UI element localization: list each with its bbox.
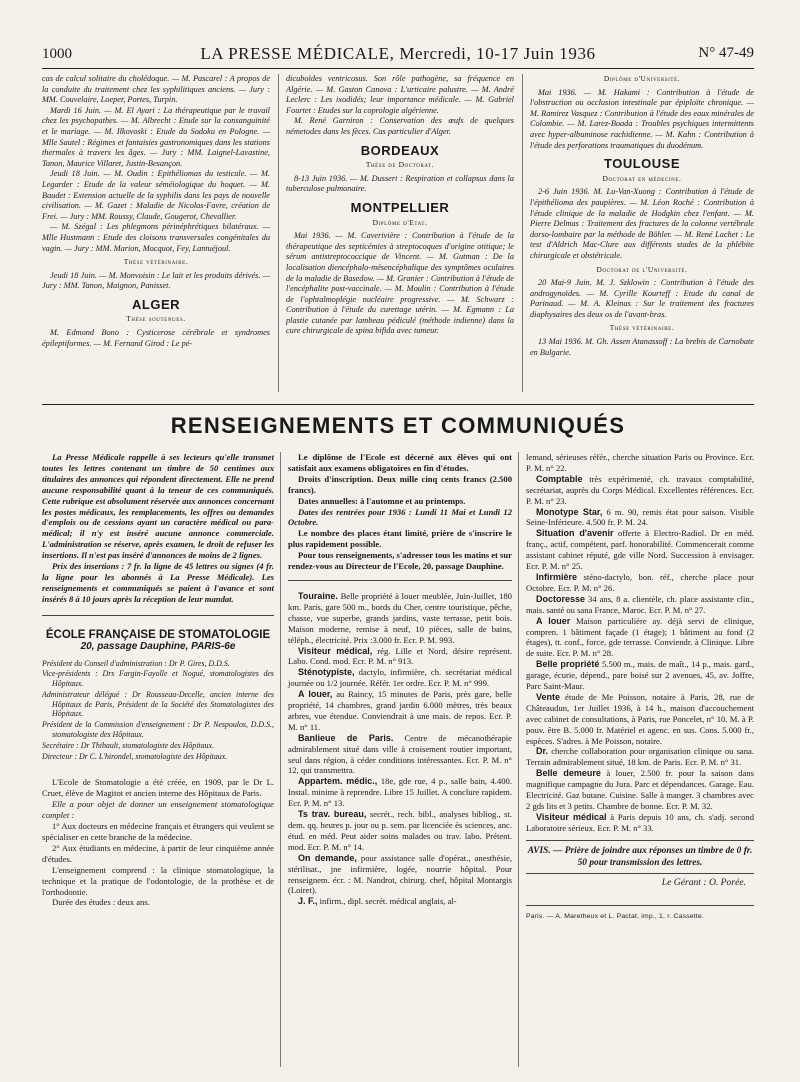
classified-ad — [526, 616, 754, 660]
city-heading-alger: ALGER — [132, 296, 180, 312]
ad-keyword: A louer — [536, 615, 571, 626]
classified-ad — [526, 507, 754, 529]
school-title: ÉCOLE FRANÇAISE DE STOMATOLOGIE — [45, 628, 271, 641]
middle-column — [288, 452, 512, 907]
divider — [526, 905, 754, 906]
subheading: Doctorat en médecine. — [602, 173, 682, 183]
ad-text: secrét., rech. bibl., analyses bibliog., st. dem. qq. heures p. jour ou p. sem. par licenciée ès sciences, anc. étud. en méd. Peut aider soins malades ou trav. labo. Prétent. mod. Ecr. P. M. n° 14. — [288, 809, 513, 852]
classified-ad — [288, 896, 512, 907]
classified-ads-list — [288, 591, 512, 907]
ad-text: Maison particulière ay. déjà servi de clinique, compren. 1 bâtiment façade (1 étage); 1 bâtiment au fond (2 étages), tt. conf., force, gde terrasse. Conviendr. à Clinique. Libre de suite. Ecr. P. M. n° 28. — [526, 615, 755, 659]
paragraph: Jeudi 18 Juin. — M. Oudin : Epithéliomas du testicule. — M. Legarder : Etude de la valeur séméiologique du hoquet. — M. Baudet : Extension actuelle de la syphilis dans les pays de nouvelle civilisation. — M. Gazet : Maladie de Nicolas-Favre, création de Frei. — Jury : MM. Roussy, Claude, Gougerot, Chevallier. — [42, 169, 270, 221]
column-rule — [522, 74, 523, 392]
staff-entry: Secrétaire : Dr Thibault, stomatologiste des Hôpitaux. — [42, 740, 214, 750]
staff-entry: Président du Conseil d'administration : Dr P. Gires, D.D.S. — [42, 658, 230, 668]
classified-ad — [526, 528, 754, 572]
ad-keyword: A louer, — [298, 689, 333, 700]
ad-keyword: Touraine. — [298, 590, 338, 601]
divider — [288, 580, 512, 581]
classified-ad — [526, 594, 754, 616]
classified-ad — [526, 659, 754, 692]
top-column-3 — [530, 74, 754, 358]
subheading: Thèse vétérinaire. — [123, 257, 189, 267]
subheading: Thèse de Doctorat. — [365, 160, 435, 170]
ad-text: rég. Lille et Nord, désire représent. Labo. Cond. mod. Ecr. P. M. n° 913. — [288, 645, 513, 667]
insertion-prices: Prix des insertions : 7 fr. la ligne de 45 lettres ou signes (4 fr. la ligne pour les abonnés à La Presse Médicale). Les renseignements et communiqués se paient à l'avance et sont insérés 8 à 10 jours après la réception de leur mandat. — [42, 561, 274, 604]
classified-ad — [526, 572, 754, 594]
ad-keyword: Infirmière — [536, 571, 578, 582]
paragraph: Elle a pour objet de donner un enseignement stomatologique complet : — [42, 799, 274, 821]
ad-keyword: Situation d'avenir — [536, 528, 614, 539]
classified-ad — [288, 689, 512, 733]
page-number: 1000 — [42, 46, 72, 62]
paragraph: cas de calcul solitaire du cholédoque. — M. Pascarel : A propos de la conduite du traitement chez les syphilitiques anciens. — Jury : MM. Couvelaire, Loeper, Portes, Turpin. — [42, 74, 270, 105]
divider — [526, 840, 754, 841]
column-rule — [518, 452, 519, 1067]
ad-text: infirm., dipl. secrét. médical anglais, al- — [319, 896, 457, 907]
ad-text: étude de Me Poisson, notaire à Paris, 28, rue de Châteaudun, 1er Juillet 1936, à 14 h., maison d'accouchement avec cabinet de consultations, à Paris, rue Poncelet, n° 10. M. à P. pouv. être B. 5.000 fr. Matériel et agenc. en sus. Cons. 5.000 fr., espèces. S'adres. à Me Poisson, notaire. — [526, 691, 754, 746]
section-title: RENSEIGNEMENTS ET COMMUNIQUÉS — [170, 413, 626, 438]
ad-text: très expérimenté, ch. travaux comptabilité, secrétariat, auprès du Corps Médical. Excellentes références. Ecr. P. M. n° 23. — [526, 473, 754, 506]
issue-number: N° 47-49 — [698, 45, 754, 61]
notices-column — [42, 452, 274, 908]
ad-keyword: Vente — [536, 691, 561, 702]
paragraph: 8-13 Juin 1936. — M. Dussert : Respiration et collapsus dans la tuberculose pulmonaire. — [286, 173, 514, 194]
ad-keyword: Doctoresse — [536, 593, 586, 604]
page-header — [42, 44, 754, 69]
ad-text: à louer, 2.500 fr. pour la saison dans magnifique campagne du Jura. Parc et dépendances. Garage. Eau. Electricité. Gaz butane. Cuisine. Salle à manger. 3 chambres avec 2 gds lits et 3 petits. Chambre de bonne. Ecr. P. M. 32. — [526, 768, 754, 811]
staff-entry: Président de la Commission d'enseignement : Dr P. Nespoulos, D.D.S., stomatologiste des Hôpitaux. — [42, 720, 274, 740]
ad-text: 6 m. 90, remis état pour saison. Visible Seine-Inférieure. 4.500 fr. P. M. 24. — [526, 506, 755, 528]
paragraph: 13 Mai 1936. M. Gh. Assen Atanassoff : La brebis de Carnobate en Bulgarie. — [530, 337, 754, 357]
classified-ad — [526, 746, 754, 768]
ad-text: Centre de mécanothérapie admirablement situé dans ville à croisement routier important, seul dans région, à céder conditions intéressantes. Ecr. P. M. n° 12, qui transmettra. — [288, 732, 512, 776]
ad-text: pour assistance salle d'opérat., anesthésie, stérilisat., jne infirmière, logée, nourrie hôpital. Pour renseignem. écr. : M. Nandrot, chirurg. chef, hôpital Montargis (Loiret). — [288, 852, 512, 896]
paragraph: L'enseignement comprend : la clinique stomatologique, la technique et la pratique de l'odontologie, de la prothèse et de l'orthodontie. — [42, 864, 274, 897]
ad-keyword: Sténotypiste, — [298, 667, 355, 678]
ad-text: sténo-dactylo, bon. réf., cherche place pour Octobre. Ecr. P. M. n° 26. — [526, 571, 754, 593]
ad-text: 34 ans, 8 a. clientèle, ch. place assistante clin., mais. santé ou sana France, Maroc. Ecr. P. M. n° 27. — [526, 593, 755, 615]
ad-text: Belle propriété à louer meublée, Juin-Juillet, 180 km. Paris, gare 500 m., bords du Cher, centre touristique, pêche, chasse, vue superbe, grands jardins, vaste terrasse, petit bois. Maison moderne, remise à neuf, 10 pièces, salle de bains, téléph., électricité. Prix :3.000 fr. Ecr. P. M. 993. — [288, 590, 512, 645]
paragraph: Mai 1936. — M. Caverivière : Contribution à l'étude de la thérapeutique des septicémies à streptocoques d'origine otitique; le sérum antistreptococcique de Vincent. — M. Gutman : De la localisation diencéphalo-mésencéphalique des symptômes oculaires de la maladie de Basedow. — M. Granier : Contribution à l'étude de l'encéphalite post-vaccinale. — M. Moulin : Contribution à l'étude de l'ophtalmoplégie nucléaire progressive. — M. Schwarz : Contribution à l'étude du curettage utérin. — M. Egmann : La plastie cutanée par lambeau pédiculé (méthode indienne) dans la cure chirurgicale de spina bifida avec tumeur. — [286, 231, 514, 336]
ad-text: offerte à Electro-Radiol. Dr en méd. franç., actif, compétent, parf. honorabilité. Commencerait comme assistant cabinet réputé, gde ville Nord. Succession à envisager. Ecr. P. M. n° 25. — [526, 528, 754, 572]
classified-ad — [526, 452, 754, 474]
city-heading-toulouse: TOULOUSE — [604, 156, 680, 172]
paragraph: 1° Aux docteurs en médecine français et étrangers qui veulent se spécialiser en cette branche de la médecine. — [42, 821, 275, 842]
staff-entry: Vice-présidents : Drs Fargin-Fayolle et Nogué, stomatologistes des Hôpitaux. — [42, 669, 274, 689]
classified-ad — [288, 591, 512, 646]
top-column-2 — [286, 74, 514, 337]
paragraph: — M. Szégal : Les phlegmons périnéphrétiques bilatéraux. — Mlle Hustmann : Etude des cloisons transversales congénitales du vagin. — Jury : MM. Marion, Mocquot, Fey, Lantuéjoul. — [42, 222, 270, 253]
subheading: Doctorat de l'Université. — [596, 264, 688, 274]
ad-keyword: J. F., — [298, 896, 318, 907]
ad-keyword: Dr. — [536, 746, 549, 757]
subheading: Thèse vétérinaire. — [609, 323, 675, 333]
subheading: Diplôme d'Université. — [603, 74, 681, 83]
section-banner — [42, 404, 754, 445]
classified-ad — [288, 853, 512, 897]
ad-keyword: Belle demeure — [536, 768, 601, 779]
paragraph: Le nombre des places étant limité, prière de s'inscrire le plus rapidement possible. — [288, 528, 512, 550]
gerant-signature: Le Gérant : O. Porée. — [661, 876, 746, 888]
paragraph: L'Ecole de Stomatologie a été créée, en 1909, par le Dr L. Cruet, élève de Magitot et ancien interne des Hôpitaux de Paris. — [42, 777, 274, 799]
paragraph: Durée des études : deux ans. — [52, 897, 150, 908]
city-heading-bordeaux: BORDEAUX — [360, 142, 440, 158]
top-column-1 — [42, 74, 270, 349]
publisher-notice: La Presse Médicale rappelle à ses lecteurs qu'elle transmet toutes les lettres contenant un timbre de 50 centimes aux titulaires des annonces qui répondent directement. Elle ne prend aucune responsabilité quant à la teneur de ces communiqués. Cette rubrique est absolument réservée aux annonces concernant les postes médicaux, les remplacements, les offres ou demandes d'emplois ou de cessions ayant un caractère médical ou para-médical; il n'y est inséré aucune annonce commerciale. L'administration se réserve, après examen, le droit de refuser les insertions. Il n'est pas inséré d'annonces de moins de 2 lignes. — [42, 452, 274, 561]
ad-text: à Paris depuis 10 ans, ch. s'adj. second Laboratoire sérieux. Ecr. P. M. n° 33. — [526, 811, 754, 833]
city-heading-montpellier: MONTPELLIER — [350, 199, 450, 215]
ad-text: 5.500 m., mais. de maît., 14 p., mais. gard., garage, écurie, dépend., pare boisé sur 2 avenues, 45, av. Joffre, Parc Saint-Maur. — [526, 659, 754, 692]
paragraph: Mardi 16 Juin. — M. El Ayari : La thérapeutique par le travail chez les psychopathes. — M. Albrecht : Etude sur la consanguinité et le mariage. — M. Ilkovoski : Etude du Sodoku en Pologne. — Mlle Sautel : Régimes et fantaisies gastronomiques dans les stations thermales à travers les âges. — Jury : MM. Laignel-Lavastine, Tanon, Maurice Villaret, Justin-Besançon. — [42, 105, 270, 168]
ad-text: au Raincy, 15 minutes de Paris, près gare, belle propriété, 14 chambres, grand jardin 6.000 mètres, très beaux arbres, vue étendue. Conviendrait à une mais. de repos. Ecr. P. M. n° 11. — [288, 689, 512, 732]
ad-keyword: Visiteur médical — [536, 811, 607, 822]
avis-notice: AVIS. — Prière de joindre aux réponses un timbre de 0 fr. 50 pour transmission des lettres. — [527, 845, 753, 868]
right-column — [526, 452, 754, 923]
classified-ad — [526, 768, 754, 812]
classified-ads-list — [526, 452, 754, 834]
classified-ad — [288, 809, 512, 853]
school-staff-list — [42, 659, 274, 762]
ad-text: lemand, sérieuses référ., cherche situation Paris ou Province. Ecr. P. M. n° 22. — [526, 452, 754, 473]
ad-text: cherche collaboration pour organisation clinique ou sana. Terrain admirablement situé, 18 km. de Paris. Ecr. P. M. n° 31. — [526, 746, 754, 768]
paragraph: dicuboïdes ventricosus. Son rôle pathogène, sa fréquence en Algérie. — M. Gaston Canova : L'urticaire palustre. — M. André Leclerc : Les ixodidés; leur importance médicale. — M. Gabriel Fourtet : Etudes sur la coprologie algérienne. — [286, 74, 514, 115]
classified-ad — [288, 733, 512, 777]
classified-ad — [526, 812, 754, 834]
ad-text: 18e, gde rue, 4 p., salle bain, 4.400. Instal. minime à reprendre. Libre 15 Juillet. A conclure rapidem. Ecr. P. M. n° 13. — [288, 776, 512, 809]
ad-keyword: Comptable — [536, 473, 583, 484]
ad-text: dactylo, infirmière, ch. secrétariat médical journée ou 1/2 journée. Référ. 1er ordre. Ecr. P. M. n° 999. — [288, 667, 512, 689]
column-rule — [278, 74, 279, 392]
ad-keyword: Ts trav. bureau, — [298, 809, 367, 820]
printer-footer: Paris. — A. Maretheux et L. Pactat, imp., 1, r. Cassette. — [526, 912, 704, 920]
paragraph: 2° Aux étudiants en médecine, à partir de leur cinquième année d'études. — [42, 842, 274, 864]
divider — [526, 873, 754, 874]
ad-keyword: Appartem. médic., — [298, 776, 378, 787]
paragraph: M. René Garniron : Conservation des œufs de quelques németodes dans les fèces. Cas particulier d'Alger. — [286, 116, 514, 136]
classified-ad — [288, 667, 512, 689]
ad-keyword: On demande, — [298, 852, 357, 863]
divider — [42, 615, 274, 616]
paragraph: 2-6 Juin 1936. M. Lu-Van-Xuong : Contribution à l'étude de l'épithélioma des paupières. — M. Léon Roché : Contribution à l'étude clinique de la maladie de Hodgkin chez l'enfant. — M. Pierre Delmas : Traitement des fractures de la colonne vertébrale dorso-lombaire par la méthode de Böhler. — M. René Lachet : Le test d'Aldrich Mac-Clure aux différents stades de la phlébite chirurgicale et obstétricale. — [530, 187, 754, 260]
journal-title: LA PRESSE MÉDICALE, Mercredi, 10-17 Juin 1936 — [200, 44, 596, 63]
ad-keyword: Belle propriété — [536, 659, 600, 670]
ad-keyword: Monotype Star, — [536, 506, 603, 517]
paragraph: Droits d'inscription. Deux mille cinq cents francs (2.500 francs). — [288, 473, 512, 495]
paragraph: M. Edmond Bono : Cysticerose cérébrale et syndromes épileptiformes. — M. Fernand Girod : Le pé- — [42, 328, 270, 348]
subheading: Thèse soutenues. — [126, 314, 186, 324]
paragraph: Mai 1936. — M. Hakami : Contribution à l'étude de l'obstruction ou occlusion intestinale par épiploïte chronique. — M. Ramirez Vasquez : Contribution à l'étude des eaux minérales de Colombie. — M. Larez-Boada : Troubles psychiques intermittents avec hyper-albuminose rachidienne. — M. Kahn : Contribution à l'étude des perforations traumatiques du duodénum. — [530, 87, 754, 150]
subheading: Diplôme d'Etat. — [372, 217, 428, 227]
column-rule — [280, 452, 281, 1067]
ad-keyword: Visiteur médical, — [298, 645, 373, 656]
classified-ad — [526, 474, 754, 507]
paragraph: Pour tous renseignements, s'adresser tous les matins et sur rendez-vous au Directeur de l'Ecole, 20, passage Dauphine. — [288, 550, 512, 572]
school-address: 20, passage Dauphine, PARIS-6e — [80, 640, 236, 652]
paragraph: Dates annuelles: à l'automne et au printemps. — [298, 495, 466, 506]
classified-ad — [526, 692, 754, 747]
ad-keyword: Banlieue de Paris. — [298, 732, 394, 743]
paragraph: 20 Mai-9 Juin. M. J. Szklowin : Contribution à l'étude des androgynoïdes. — M. Cyrille Kourteff : Etude du canal de Parinaud. — M. A. Kleinas : Sur le traitement des fractures diaphysaires des deux os de l'avant-bras. — [530, 278, 754, 319]
classified-ad — [288, 776, 512, 809]
staff-entry: Directeur : Dr C. L'hirondel, stomatologiste des Hôpitaux. — [42, 751, 228, 761]
staff-entry: Administrateur délégué : Dr Rousseau-Decelle, ancien interne des Hôpitaux de Paris, Président de la Société des Stomatologistes des Hôpitaux. — [42, 689, 274, 719]
paragraph: Jeudi 18 Juin. — M. Monvoisin : Le lait et les produits dérivés. — Jury : MM. Tanon, Maignon, Panisset. — [42, 270, 270, 291]
classified-ad — [288, 646, 512, 668]
paragraph: Le diplôme de l'Ecole est décerné aux élèves qui ont satisfait aux examens obligatoires en fin d'études. — [288, 452, 512, 473]
paragraph: Dates des rentrées pour 1936 : Lundi 11 Mai et Lundi 12 Octobre. — [288, 506, 512, 528]
